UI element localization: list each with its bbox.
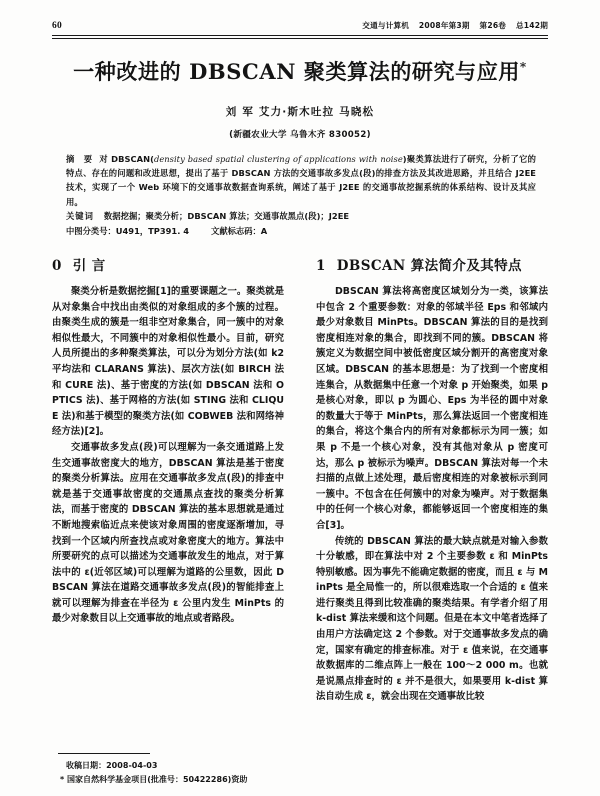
section-heading-0 (52, 254, 284, 274)
section-number-0: 0 (52, 258, 62, 274)
page-title (0, 56, 600, 86)
journal-issue: 2008年第3期 (418, 21, 470, 30)
paragraph: 聚类分析是数据挖掘[1]的重要课题之一。聚类就是从对象集合中找出由类似的对象组成的多个簇的过程。由聚类生成的簇是一组非空对象集合，同一簇中的对象相似性最大，不同簇中的对象相似性最小。目前，研究人员所提出的多种聚类算法，可以分为划分方法(如 k2 平均法和 CLARANS 算法)、层次方法(如 BIRCH 法和 CURE 法)、基于密度的方法(如 DBSCAN 法和 OPTICS 法)、基于网格的方法(如 STING 法和 CLIQUE 法)和基于模型的聚类方法(如 COBWEB 法和网络神经方法)[2]。 (52, 286, 284, 438)
journal-info (362, 20, 548, 31)
document-code: 文献标志码：A (211, 226, 268, 236)
abstract-text-lead: 对 DBSCAN( (99, 154, 154, 164)
running-head (52, 20, 548, 31)
footnote-rule (58, 753, 150, 754)
abstract-italic-term: density based spatial clustering of applications with noise (153, 154, 403, 164)
abstract-label: 摘 要 (66, 154, 96, 164)
abstract (66, 152, 536, 209)
body-columns (52, 246, 548, 786)
keywords-label: 关键词 (66, 211, 94, 221)
keywords (66, 209, 536, 223)
title-footnote-marker: * (519, 60, 527, 74)
section-number-1: 1 (316, 258, 326, 274)
right-column (316, 246, 548, 786)
section-heading-1 (316, 254, 548, 274)
received-date: 收稿日期：2008-04-03 (66, 761, 158, 771)
abstract-text-body: )聚类算法进行了研究，分析了它的特点、存在的问题和改进思想，提出了基于 DBSCAN 方法的交通事故多发点(段)的排查方法及其改进思路，并且结合 J2EE 技术，实现了一个 Web 环境下的交通事故数据查询系统，阐述了基于 J2EE 的交通事故挖掘系统的体系结构、设计及其应用。 (66, 154, 536, 207)
left-column (52, 246, 284, 786)
page-folio: 60 (52, 21, 62, 31)
section-title-0: 引 言 (72, 258, 106, 274)
journal-serial: 总142期 (515, 21, 548, 30)
journal-title: 交通与计算机 (362, 21, 410, 30)
keywords-text: 数据挖掘；聚类分析；DBSCAN 算法；交通事故黑点(段)；J2EE (103, 211, 350, 221)
clc-number: 中图分类号：U491，TP391. 4 (66, 226, 190, 236)
paragraph: DBSCAN 算法将高密度区域划分为一类，该算法中包含 2 个重要参数：对象的邻域半径 Eps 和邻域内最少对象数目 MinPts。DBSCAN 算法的目的是找到密度相连对象的集合，即找到不同的簇。DBSCAN 将簇定义为数据空间中被低密度区域分割开的高密度对象区域。DBSCAN 的基本思想是：为了找到一个密度相连集合，从数据集中任意一个对象 p 开始聚类，如果 p 是核心对象，即以 p 为圆心、Eps 为半径的圆中对象的数量大于等于 MinPts，那么算法返回一个密度相连的集合，将这个集合内的所有对象都标示为同一簇；如果 p 不是一个核心对象，没有其他对象从 p 密度可达，那么 p 被标示为噪声。DBSCAN 算法对每一个未扫描的点做上述处理，最后密度相连的对象被标示到同一簇中。不包含在任何簇中的对象为噪声。对于数据集中的任何一个核心对象，都能够返回一个密度相连的集合[3]。 (316, 286, 548, 531)
journal-volume: 第26卷 (479, 21, 507, 30)
footnote-block (52, 747, 284, 786)
paragraph: 传统的 DBSCAN 算法的最大缺点就是对输入参数十分敏感，即在算法中对 2 个主要参数 ε 和 MinPts 特别敏感。因为事先不能确定数据的密度，而且 ε 与 MinPts 是全局惟一的，所以很难选取一个合适的 ε 值来进行聚类且得到比较准确的聚类结果。有学者介绍了用 k-dist 算法来缓和这个问题。但是在本文中笔者选择了由用户方法确定这 2 个参数。对于交通事故多发点的确定，国家有确定的排查标准。对于 ε 值来说，在交通事故数据库的二维点阵上一般在 100～2 000 m。也就是说黑点排查时的 ε 并不是很大，如果要用 k-dist 算法自动生成 ε，就会出现在交通事故比较 (316, 535, 548, 703)
paragraph: 交通事故多发点(段)可以理解为一条交通道路上发生交通事故密度大的地方，DBSCAN 算法是基于密度的聚类分析算法。应用在交通事故多发点(段)的排查中就是基于交通事故密度的交通黑点查找的聚类分析算法，而基于密度的 DBSCAN 算法的基本思想就是通过不断地搜索临近点来使该对象周围的密度逐渐增加，寻找到一个区域内所查找点或对象密度大的地方。算法中所要研究的点可以描述为交通事故发生的地点，对于算法中的 ε(近邻区域)可以理解为道路的公里数，因此 DBSCAN 算法在道路交通事故多发点(段)的智能排查上就可以理解为排查在半径为 ε 公里内发生 MinPts 的最少对象数目以上交通事故的地点或者路段。 (52, 441, 284, 625)
header-rule (52, 35, 548, 36)
funding-note: * 国家自然科学基金项目(批准号：50422286)资助 (60, 774, 248, 784)
section-title-1: DBSCAN 算法简介及其特点 (336, 258, 522, 274)
classification-line (66, 224, 536, 238)
author-affiliation: (新疆农业大学 乌鲁木齐 830052) (229, 130, 371, 140)
author-list: 刘 军 艾力·斯木吐拉 马晓松 (225, 106, 375, 118)
title-text: 一种改进的 DBSCAN 聚类算法的研究与应用 (73, 59, 520, 84)
